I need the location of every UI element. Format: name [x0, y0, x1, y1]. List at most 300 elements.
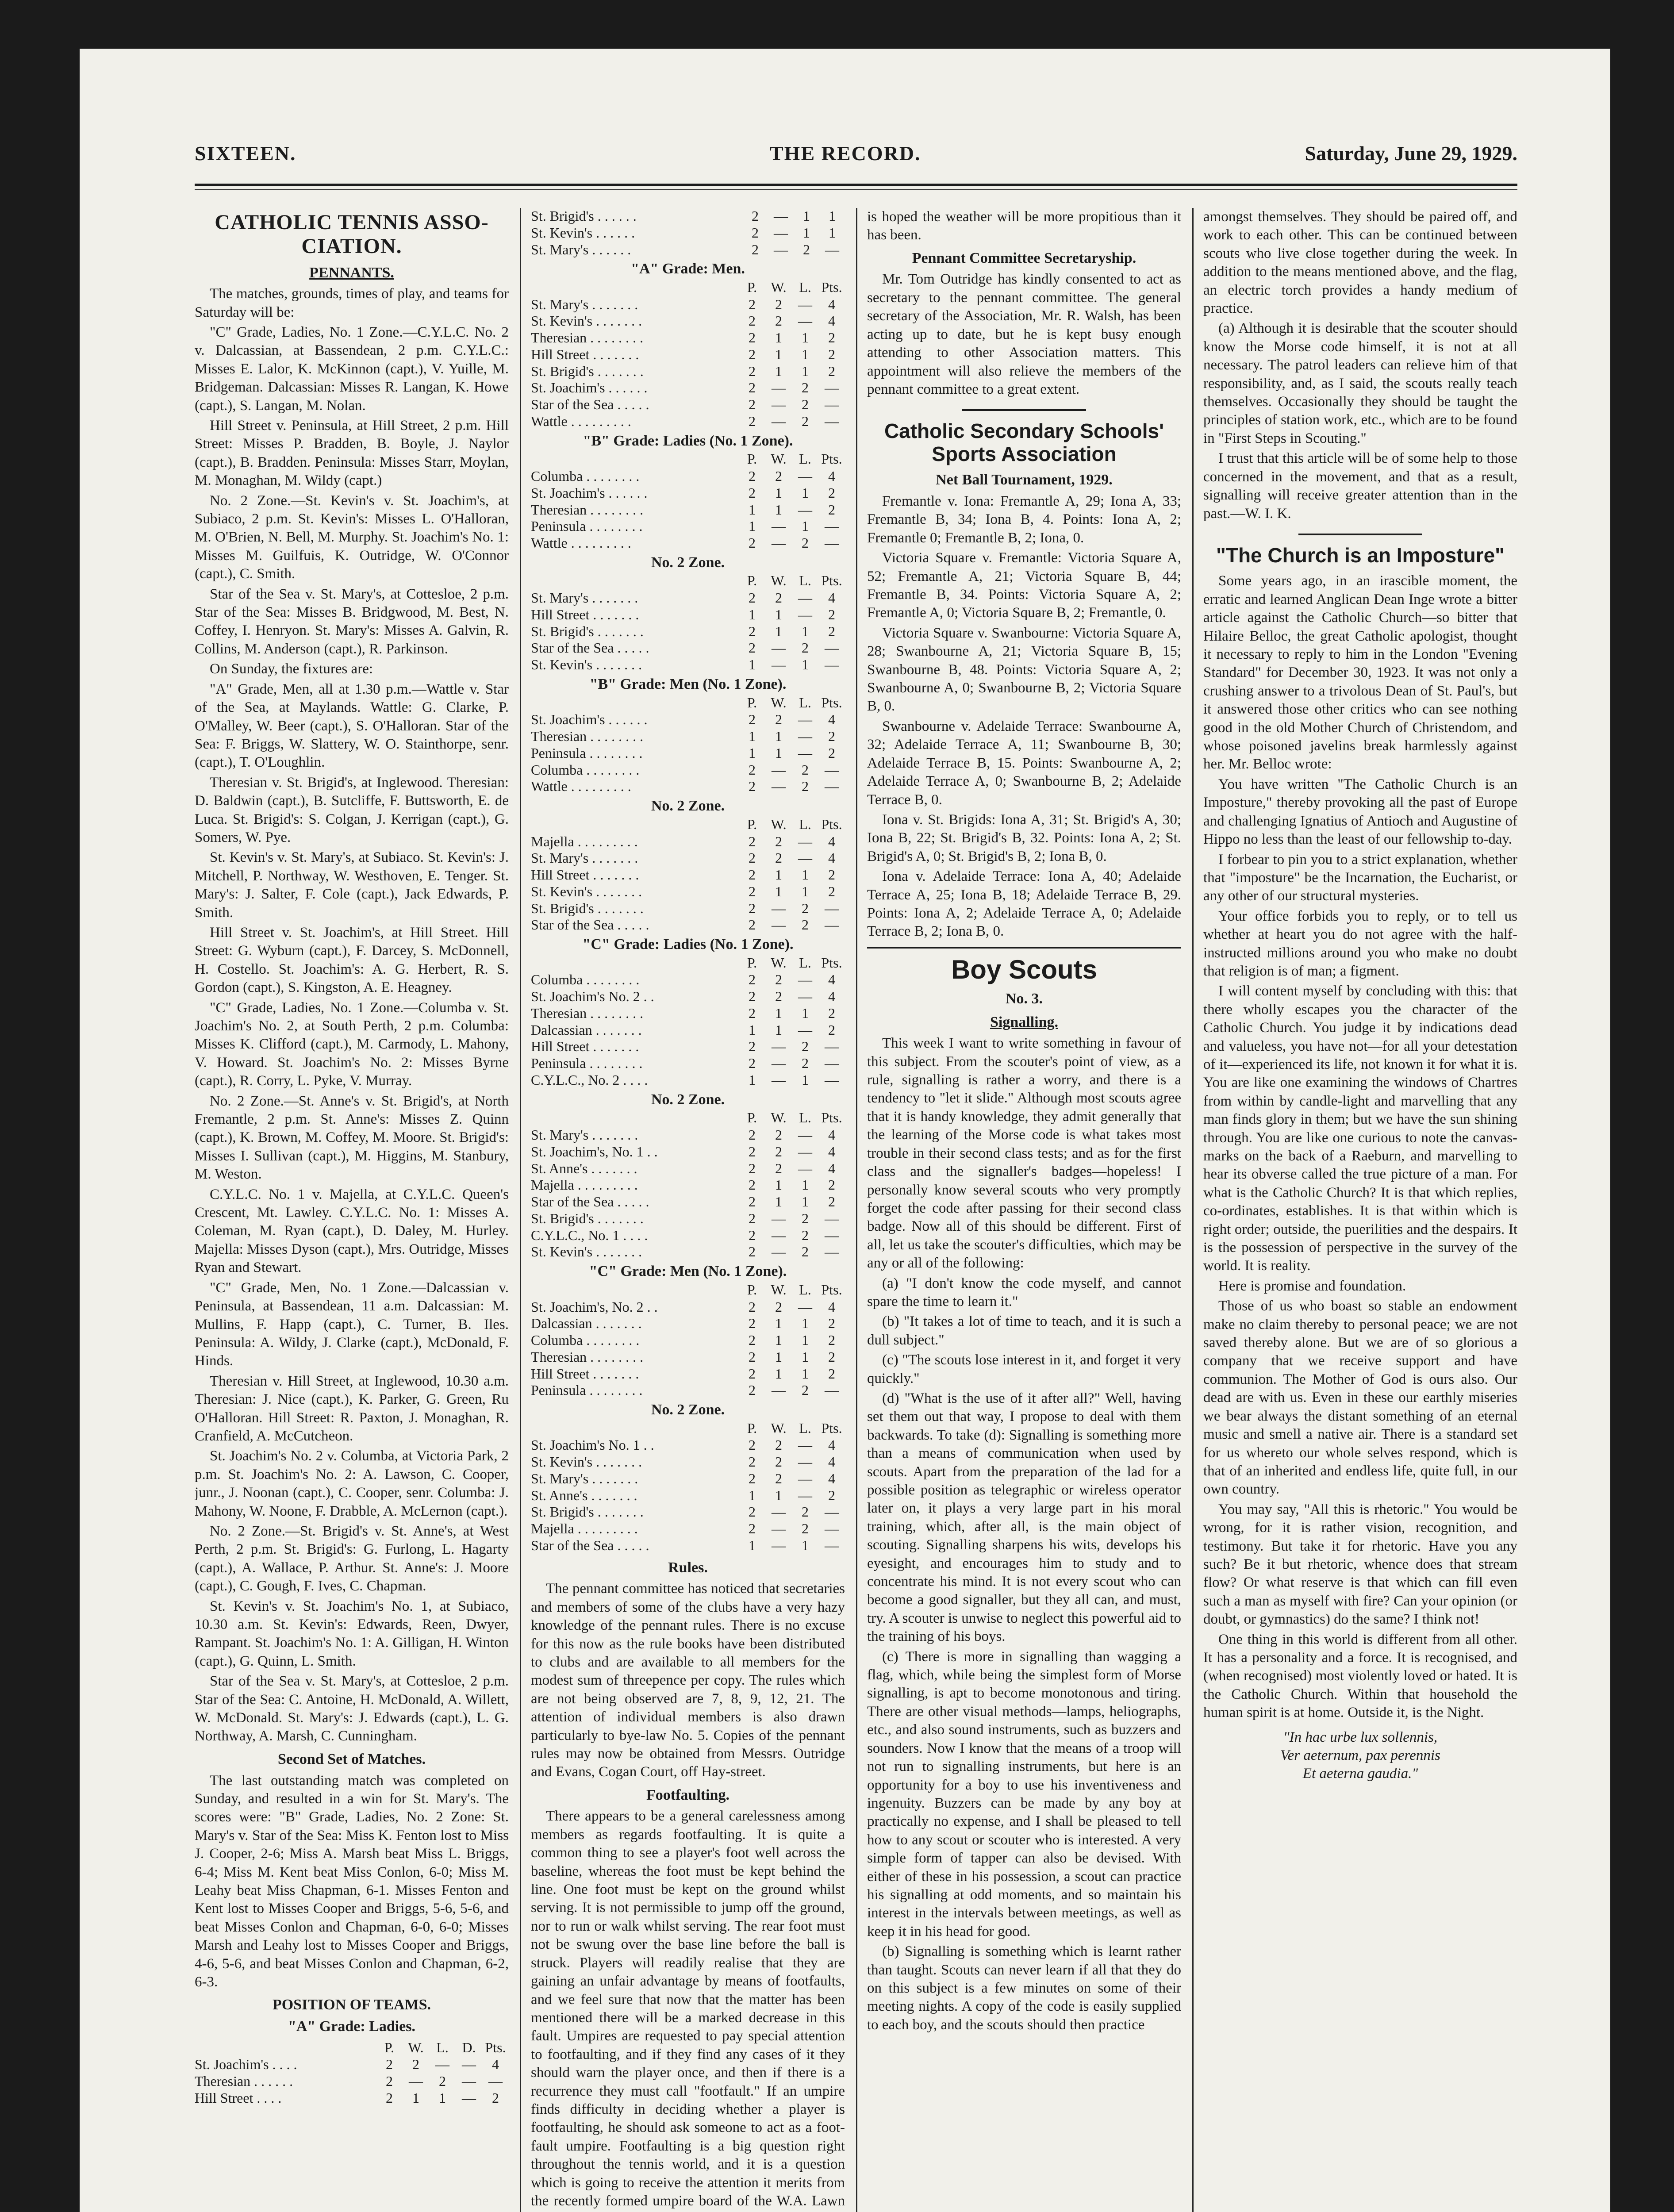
- stat-cell: 2: [828, 501, 835, 518]
- team-name-cell: Dalcassian . . . . . . .: [531, 1022, 642, 1038]
- stat-cell: 2: [775, 1160, 782, 1176]
- stat-cell: 2: [775, 711, 782, 728]
- column-header: L.: [799, 816, 811, 832]
- team-name-cell: Majella . . . . . . . . .: [531, 1177, 638, 1193]
- table-header: [531, 694, 845, 712]
- paragraph: Star of the Sea v. St. Mary's, at Cottesloe, 2 p.m. Star of the Sea: Misses B. Bridgwood, M. Best, N. Coffey, I. Henryon. St. Mary's: Misses A. Galvin, R. Collins, M. Anderson (capt.), R. Parkinson.: [195, 586, 509, 657]
- table-row: [531, 1504, 845, 1521]
- team-name-cell: Columba . . . . . . . .: [531, 468, 640, 484]
- team-name-cell: St. Brigid's . . . . . . .: [531, 623, 644, 639]
- stat-cell: 2: [802, 778, 809, 795]
- stat-cell: 2: [828, 1194, 835, 1210]
- stat-cell: —: [825, 1055, 839, 1071]
- stat-cell: 4: [828, 833, 835, 849]
- paragraph: St. Kevin's v. St. Mary's, at Subiaco. St. Kevin's: J. Mitchell, P. Northway, W. Westhoven, E. Tenger. St. Mary's: J. Salter, F. Cole (capt.), Jack Edwards, P. Smith.: [195, 849, 509, 921]
- stat-cell: 2: [775, 296, 782, 312]
- section-divider: [962, 409, 1086, 411]
- table-row: [531, 640, 845, 657]
- stat-cell: 2: [386, 2089, 393, 2106]
- column-header: L.: [799, 954, 811, 971]
- stat-cell: —: [798, 745, 812, 761]
- second-set-text: The last outstanding match was completed on Sunday, and resulted in a win for St. Mary's. The scores were: "B" Grade, Ladies, No. 2 Zone: St. Mary's v. Star of the Sea: Miss K. Fenton lost to Miss J. Cooper, 2-6; Miss A. Marsh beat Miss L. Briggs, 6-4; Miss M. Kent beat Miss Conlon, 6-0; Miss M. Leahy beat Miss Chapman, 6-1. Misses Fenton and Kent lost to Misses Cooper and Briggs, 5-6, 5-6, and beat Misses Conlon and Chapman, 6-0, 6-0; Misses Marsh and Leahy lost to Misses Cooper and Briggs, 4-6, 5-6, and beat Misses Conlon and Chapman, 6-2, 6-3.: [195, 1772, 509, 1990]
- table-row: [531, 1127, 845, 1144]
- stat-cell: —: [772, 640, 786, 656]
- stat-cell: 1: [775, 883, 782, 899]
- team-name-cell: St. Joachim's . . . . . .: [531, 711, 648, 728]
- stat-cell: 1: [775, 606, 782, 622]
- stat-cell: —: [798, 850, 812, 866]
- column-header: P.: [747, 572, 757, 589]
- team-name-cell: Hill Street . . . . . . .: [531, 346, 639, 362]
- stat-cell: —: [772, 1071, 786, 1088]
- stat-cell: 1: [802, 1177, 809, 1193]
- header-spacer: [531, 816, 739, 833]
- paragraph: The matches, grounds, times of play, and teams for Saturday will be:: [195, 286, 509, 320]
- column-header: W.: [771, 1110, 787, 1126]
- stat-cell: 2: [803, 241, 810, 257]
- stat-cell: 2: [828, 883, 835, 899]
- stat-cell: 4: [828, 972, 835, 988]
- team-name-cell: St. Joachim's No. 2 . .: [531, 988, 654, 1005]
- stat-cell: —: [772, 761, 786, 778]
- stat-cell: 2: [749, 468, 756, 484]
- header-spacer: [195, 2039, 376, 2057]
- stat-cell: 4: [828, 1298, 835, 1315]
- table-row: [531, 242, 845, 258]
- paragraph: Hill Street v. St. Joachim's, at Hill Street. Hill Street: G. Wyburn (capt.), F. Darcey, S. McDonnell, H. Costello. St. Joachim's: A. G. Herbert, R. S. Gordon (capt.), S. Kingston, A. E. Heagney.: [195, 924, 509, 996]
- stat-cell: 2: [749, 917, 756, 933]
- paper-title: THE RECORD.: [770, 142, 921, 165]
- stat-cell: —: [772, 900, 786, 916]
- column-divider: [1192, 208, 1194, 2212]
- team-name-cell: Majella . . . . . . . . .: [531, 833, 638, 849]
- stat-cell: 2: [749, 867, 756, 883]
- paragraph: You may say, "All this is rhetoric." You would be wrong, for it is rather vision, recognition, and testimony. But take it for rhetoric. Have you any such? Be it but rhetoric, whence does that stream flow? Or what reserve is that which can fill even such a man as myself with fire? Can your opinion (or doubt, or gymnastics) do the same? I think not!: [1203, 1501, 1517, 1628]
- stat-cell: 2: [749, 1521, 756, 1537]
- stat-cell: 2: [828, 484, 835, 501]
- netball-results: [867, 492, 1181, 941]
- team-name-cell: Star of the Sea . . . . .: [531, 396, 649, 413]
- paragraph: amongst themselves. They should be paired off, and work to each other. This can be continued between scouts who live close together during the week. In addition to the means mentioned above, and the flag, an electric torch provides a handy medium of practice.: [1203, 209, 1517, 317]
- stat-cell: 2: [802, 413, 809, 429]
- stat-cell: 1: [749, 518, 756, 534]
- team-name-cell: Theresian . . . . . . . .: [531, 1005, 644, 1021]
- standings-heading: No. 2 Zone.: [651, 1402, 725, 1418]
- stat-cell: 2: [749, 1454, 756, 1470]
- column-header: W.: [771, 1420, 787, 1436]
- stat-cell: 2: [828, 1332, 835, 1348]
- stat-cell: 2: [749, 296, 756, 312]
- stat-cell: 1: [802, 363, 809, 379]
- stat-cell: —: [825, 761, 839, 778]
- paragraph: Victoria Square v. Swanbourne: Victoria Square A, 28; Swanbourne A, 21; Victoria Square B, 15; Swanbourne B, 48. Points: Victoria Square A, 2; Swanbourne A, 0; Swanbourne B, 2; Victoria Square B, 0.: [867, 625, 1181, 714]
- stat-cell: 2: [749, 313, 756, 329]
- stat-cell: —: [772, 1038, 786, 1055]
- table-row: [531, 972, 845, 988]
- stat-cell: 2: [775, 850, 782, 866]
- sports-association-headline: Catholic Secondary Schools' Sports Association: [884, 419, 1164, 465]
- position-heading: POSITION OF TEAMS.: [272, 1997, 431, 2013]
- table-row: [531, 1537, 845, 1554]
- stat-cell: 2: [802, 396, 809, 413]
- table-row: [531, 1244, 845, 1260]
- stat-cell: —: [798, 1298, 812, 1315]
- table-row: [531, 1349, 845, 1366]
- table-row: [531, 225, 845, 242]
- paragraph: (d) "What is the use of it after all?" Well, having set them out that way, I propose to deal with them backwards. To take (d): Signalling is something more than a means of communication when used by scouts. Apart from the preparation of the lad for a possible position as telegraphic or wireless operator later on, it plays a very large part in his moral training, which, after all, is the main object of scouting. Signalling sharpens his wits, develops his eyesight, and encourages him to study and to concentrate his mind. It is not every scout who can become a good signaller, but they all can, and must, try. A scouter is unwise to neglect this powerful aid to the training of his boys.: [867, 1390, 1181, 1645]
- stat-cell: 2: [775, 1470, 782, 1486]
- header-spacer: [531, 694, 739, 712]
- team-name-cell: St. Joachim's, No. 1 . .: [531, 1143, 658, 1160]
- stat-cell: 1: [802, 1315, 809, 1332]
- stat-cell: 2: [828, 1365, 835, 1382]
- stat-cell: 1: [829, 208, 836, 224]
- standings-table: [531, 279, 845, 430]
- rules-heading: Rules.: [668, 1559, 708, 1576]
- column-header: P.: [747, 954, 757, 971]
- tennis-headline: CATHOLIC TENNIS ASSO-CIATION.: [215, 211, 489, 258]
- stat-cell: 2: [802, 1244, 809, 1260]
- stat-cell: —: [825, 778, 839, 795]
- paragraph: Star of the Sea v. St. Mary's, at Cottesloe, 2 p.m. Star of the Sea: C. Antoine, H. McDonald, A. Willett, W. McDonald. St. Mary's: J. Edwards (capt.), L. G. Northway, A. Marsh, C. Cunningham.: [195, 1673, 509, 1744]
- table-header: [195, 2039, 509, 2057]
- column-header: P.: [747, 816, 757, 832]
- team-name-cell: Theresian . . . . . . . .: [531, 728, 644, 745]
- header-spacer: [531, 1281, 739, 1299]
- stat-cell: 2: [828, 1348, 835, 1365]
- paragraph: Theresian v. St. Brigid's, at Inglewood. Theresian: D. Baldwin (capt.), B. Sutcliffe, F. Buttsworth, E. de Luca. St. Brigid's: S. Colgan, J. Kerrigan (capt.), G. Somers, W. Pye.: [195, 774, 509, 845]
- column-header: Pts.: [821, 572, 842, 589]
- stat-cell: 1: [439, 2089, 446, 2106]
- table-row: [531, 502, 845, 518]
- table-row: [531, 1144, 845, 1160]
- table-header: [531, 1281, 845, 1299]
- table-header: [531, 572, 845, 590]
- stat-cell: —: [798, 1022, 812, 1038]
- stat-cell: —: [825, 241, 839, 257]
- stat-cell: 1: [749, 657, 756, 673]
- standings-heading: No. 2 Zone.: [651, 1091, 725, 1108]
- stat-cell: —: [798, 972, 812, 988]
- team-name-cell: St. Mary's . . . . . . .: [531, 850, 638, 866]
- team-name-cell: Star of the Sea . . . . .: [531, 640, 649, 656]
- stat-cell: 2: [492, 2089, 499, 2106]
- column-header: W.: [771, 572, 787, 589]
- stat-cell: 2: [749, 711, 756, 728]
- boy-scouts-headline: Boy Scouts: [951, 954, 1098, 984]
- table-row: [531, 518, 845, 535]
- stat-cell: 2: [828, 1487, 835, 1503]
- stat-cell: 4: [828, 1437, 835, 1453]
- stat-cell: 1: [803, 224, 810, 241]
- column-header: W.: [771, 451, 787, 467]
- team-name-cell: Wattle . . . . . . . . .: [531, 778, 631, 795]
- table-row: [531, 1382, 845, 1399]
- table-row: [531, 1454, 845, 1471]
- stat-cell: —: [772, 396, 786, 413]
- table-row: [531, 1332, 845, 1349]
- team-name-cell: St. Kevin's . . . . . . .: [531, 313, 642, 329]
- paragraph: Hill Street v. Peninsula, at Hill Street, 2 p.m. Hill Street: Misses P. Bradden, B. Boyle, J. Naylor (capt.), B. Bradden. Peninsula: Misses Starr, Moylan, M. Monaghan, M. Wildy (capt.): [195, 418, 509, 489]
- stat-cell: 1: [775, 1177, 782, 1193]
- stat-cell: 1: [802, 1194, 809, 1210]
- table-row: [531, 296, 845, 313]
- table-row: [531, 745, 845, 762]
- latin-verse: [1203, 1728, 1517, 1783]
- section-divider: [1298, 534, 1422, 535]
- issue-date: Saturday, June 29, 1929.: [1305, 142, 1517, 165]
- paragraph: "C" Grade, Ladies, No. 1 Zone.—Columba v. St. Joachim's No. 2, at South Perth, 2 p.m. Columba: Misses K. Clifford (capt.), M. Carmody, L. Mahony, V. Howard. St. Joachim's No. 2: Misses Byrne (capt.), R. Corry, L. Pyke, V. Murray.: [195, 999, 509, 1089]
- stat-cell: 1: [802, 1365, 809, 1382]
- header-spacer: [531, 954, 739, 972]
- table-row: [531, 900, 845, 917]
- masthead: [195, 137, 1517, 177]
- stat-cell: 2: [749, 1143, 756, 1160]
- table-row: [531, 413, 845, 430]
- team-name-cell: Hill Street . . . . . . .: [531, 606, 639, 622]
- team-name-cell: Dalcassian . . . . . . .: [531, 1315, 642, 1332]
- stat-cell: —: [825, 1038, 839, 1055]
- stat-cell: 2: [828, 867, 835, 883]
- paragraph: I will content myself by concluding with this: that there wholly escapes you the character of the Catholic Church. You judge it by indications dead and valueless, you have not—for all your detestation of it—experienced its life, not known it for what it is. You are like one examining the windows of Chartres from within by candle-light and marvelling that any man finds glory in them; but we have the sun shining through. You are like one curious to note the canvas-marks on the back of a Raeburn, and marvelling to hear its obverse called the true picture of a man. For what is the Catholic Church? It is that which replies, co-ordinates, establishes. It is that within which is right order; outside, the puerilities and the despairs. It is the possession of perspective in the survey of the world. It is reality.: [1203, 983, 1517, 1274]
- team-name-cell: St. Kevin's . . . . . . .: [531, 657, 642, 673]
- column-header: L.: [799, 1281, 811, 1298]
- stat-cell: —: [825, 640, 839, 656]
- stat-cell: 1: [802, 1332, 809, 1348]
- stat-cell: 4: [828, 1127, 835, 1143]
- section-rule: [867, 947, 1181, 949]
- stat-cell: 2: [802, 1227, 809, 1243]
- stat-cell: 1: [775, 346, 782, 362]
- stat-cell: 2: [802, 535, 809, 551]
- standings-table: [531, 954, 845, 1089]
- stat-cell: 4: [828, 468, 835, 484]
- paragraph: On Sunday, the fixtures are:: [210, 661, 373, 677]
- stat-cell: —: [772, 518, 786, 534]
- stat-cell: 2: [828, 745, 835, 761]
- stat-cell: 1: [802, 330, 809, 346]
- team-name-cell: Hill Street . . . . . . .: [531, 867, 639, 883]
- stat-cell: 2: [749, 330, 756, 346]
- team-name-cell: St. Brigid's . . . . . . .: [531, 1504, 644, 1520]
- stat-cell: —: [825, 1537, 839, 1553]
- team-name-cell: Hill Street . . . . . . .: [531, 1038, 639, 1055]
- team-name-cell: St. Brigid's . . . . . . .: [531, 1210, 644, 1226]
- church-article: [1203, 572, 1517, 1722]
- table-row: [531, 607, 845, 623]
- column-header: W.: [771, 954, 787, 971]
- scouts-number: No. 3.: [1005, 990, 1043, 1007]
- stat-cell: —: [798, 1437, 812, 1453]
- team-name-cell: Peninsula . . . . . . . .: [531, 1382, 643, 1398]
- table-row: [195, 2073, 509, 2090]
- header-spacer: [531, 1420, 739, 1437]
- stat-cell: 2: [749, 778, 756, 795]
- stat-cell: 2: [749, 1127, 756, 1143]
- team-name-cell: St. Kevin's . . . . . . .: [531, 1244, 642, 1260]
- stat-cell: —: [772, 778, 786, 795]
- grade-a-ladies-heading: "A" Grade: Ladies.: [288, 2018, 416, 2035]
- table-row: [531, 1022, 845, 1039]
- column-divider: [856, 208, 857, 2212]
- stat-cell: —: [462, 2073, 476, 2089]
- stat-cell: —: [798, 313, 812, 329]
- stat-cell: 1: [802, 1348, 809, 1365]
- stat-cell: 1: [412, 2089, 419, 2106]
- stat-cell: —: [798, 1470, 812, 1486]
- paragraph: C.Y.L.C. No. 1 v. Majella, at C.Y.L.C. Queen's Crescent, Mt. Lawley. C.Y.L.C. No. 1: Misses A. Coleman, M. Ryan (capt.), D. Daley, M. Hurley. Majella: Misses Dyson (capt.), Mrs. Outridge, Misses Ryan and Stewart.: [195, 1186, 509, 1276]
- stat-cell: —: [825, 1071, 839, 1088]
- pennant-secretaryship-text: Mr. Tom Outridge has kindly consented to act as secretary to the pennant committee. The general secretary of the Association, Mr. R. Walsh, has been acting up to date, but he is kept busy enough attending to other Association matters. This appointment will also relieve the members of the pennant committee to a great extent.: [867, 271, 1181, 397]
- paragraph: (b) "It takes a lot of time to teach, and it is such a dull subject.": [867, 1313, 1181, 1348]
- paragraph: (a) "I don't know the code myself, and cannot spare the time to learn it.": [867, 1275, 1181, 1310]
- stat-cell: 2: [775, 833, 782, 849]
- stat-cell: 2: [828, 1177, 835, 1193]
- table-row: [531, 396, 845, 413]
- stat-cell: 2: [775, 590, 782, 606]
- team-name-cell: St. Brigid's . . . . . . .: [531, 363, 644, 379]
- table-row: [531, 988, 845, 1005]
- stat-cell: 4: [828, 1143, 835, 1160]
- stat-cell: 1: [802, 1071, 809, 1088]
- paragraph: (c) There is more in signalling than wagging a flag, which, while being the simplest form of Morse signalling, is apt to become monotonous and tiring. There are other visual methods—lamps, heliographs, etc., and also sound instruments, such as buzzers and sounders. Now I know that the means of a troop will not run to signalling instruments, but here is an opportunity for a boy to use his inventiveness and ingenuity. Buzzers can be made by any boy at practically no expense, and I shall be pleased to tell how to any scout or scouter who is interested. A very simple form of tapper can also be devised. With either of these in his possession, a scout can practice his signalling at odd moments, and so maintain his interest in the intervals between meetings, as well as keep it in his head for good.: [867, 1648, 1181, 1939]
- column-header: P.: [384, 2039, 395, 2055]
- table-row: [531, 1177, 845, 1194]
- column-header: Pts.: [821, 816, 842, 832]
- stat-cell: 2: [775, 988, 782, 1005]
- table-row: [531, 833, 845, 850]
- stat-cell: —: [798, 1127, 812, 1143]
- column-3: [867, 208, 1181, 2212]
- table-row: [531, 623, 845, 640]
- masthead-rule-thin: [195, 189, 1517, 190]
- stat-cell: 2: [749, 1365, 756, 1382]
- stat-cell: —: [825, 1244, 839, 1260]
- stat-cell: 2: [775, 1143, 782, 1160]
- stat-cell: —: [774, 224, 788, 241]
- table-row: [531, 208, 845, 225]
- stat-cell: —: [798, 501, 812, 518]
- paragraph: "C" Grade, Men, No. 1 Zone.—Dalcassian v. Peninsula, at Bassendean, 11 a.m. Dalcassian: M. Mullins, F. Happ (capt.), C. Turner, B. Iles. Peninsula: A. Wildy, J. Clarke (capt.), McDonald, F. Hinds.: [195, 1279, 509, 1369]
- paragraph: This week I want to write something in favour of this subject. From the scouter's point of view, as a rule, signalling is rather a worry, and there is a tendency to "let it slide." Although most scouts agree that it is handy knowledge, they admit generally that the learning of the Morse code is what takes most trouble in their second class tests; and as for the first class and the signaller's badges—hopeless! I personally know several scouts who very promptly forget the code after passing for their second class badge. Now all of this should be different. First of all, let us take the scouter's difficulties, which may be any or all of the following:: [867, 1035, 1181, 1271]
- stat-cell: 1: [749, 1537, 756, 1553]
- stat-cell: 2: [749, 1038, 756, 1055]
- standings-tables: [531, 260, 845, 1554]
- table-row: [531, 1366, 845, 1382]
- stat-cell: 2: [749, 380, 756, 396]
- stat-cell: 1: [775, 330, 782, 346]
- stat-cell: 2: [828, 330, 835, 346]
- signalling-heading: Signalling.: [990, 1014, 1058, 1030]
- stat-cell: 2: [828, 363, 835, 379]
- table-row: [531, 850, 845, 867]
- table-row: [531, 1471, 845, 1487]
- stat-cell: 2: [828, 1022, 835, 1038]
- stat-cell: 1: [802, 867, 809, 883]
- stat-cell: 2: [775, 1454, 782, 1470]
- stat-cell: —: [798, 296, 812, 312]
- grade-a-ladies-table: [195, 2039, 509, 2107]
- team-name-cell: Star of the Sea . . . . .: [531, 1194, 649, 1210]
- team-name-cell: Theresian . . . . . . . .: [531, 501, 644, 518]
- team-name-cell: Theresian . . . . . .: [195, 2073, 293, 2089]
- column-header: W.: [771, 1281, 787, 1298]
- team-name-cell: Peninsula . . . . . . . .: [531, 1055, 643, 1071]
- stat-cell: —: [772, 657, 786, 673]
- stat-cell: —: [772, 917, 786, 933]
- column-header: L.: [436, 2039, 449, 2055]
- stat-cell: 1: [775, 1005, 782, 1021]
- table-row: [531, 1005, 845, 1022]
- standings-table: [531, 694, 845, 795]
- stat-cell: —: [435, 2056, 449, 2073]
- stat-cell: —: [825, 657, 839, 673]
- column-1: [195, 208, 509, 2212]
- table-row: [531, 313, 845, 330]
- stat-cell: 2: [749, 833, 756, 849]
- stat-cell: 2: [749, 1160, 756, 1176]
- stat-cell: 2: [749, 1470, 756, 1486]
- paragraph: No. 2 Zone.—St. Kevin's v. St. Joachim's, at Subiaco, 2 p.m. St. Kevin's: Misses L. O'Halloran, M. O'Brien, N. Bell, M. Murphy. St. Joachim's No. 1: Misses M. Guilfuis, K. Outridge, W. O'Connor (capt.), C. Smith.: [195, 492, 509, 582]
- stat-cell: 2: [749, 363, 756, 379]
- team-name-cell: St. Brigid's . . . . . . .: [531, 900, 644, 916]
- stat-cell: 1: [802, 346, 809, 362]
- standings-heading: No. 2 Zone.: [651, 554, 725, 571]
- table-row: [531, 1521, 845, 1537]
- stat-cell: 2: [749, 1194, 756, 1210]
- pennants-heading: PENNANTS.: [309, 264, 394, 281]
- rules-text: The pennant committee has noticed that secretaries and members of some of the clubs have a very hazy knowledge of the pennant rules. There is no excuse for this now as the rule books have been distributed to clubs and are available to all members for the modest sum of threepence per copy. The rules which are not being observed are 7, 8, 9, 12, 21. The attention of individual members is also drawn particularly to bye-law No. 5. Copies of the pennant rules may now be obtained from Messrs. Outridge and Evans, Cogan Court, off Hay-street.: [531, 1581, 845, 1780]
- team-name-cell: St. Anne's . . . . . . .: [531, 1487, 637, 1503]
- stat-cell: 2: [749, 1005, 756, 1021]
- stat-cell: 1: [802, 1537, 809, 1553]
- stat-cell: 2: [749, 1227, 756, 1243]
- table-row: [531, 762, 845, 779]
- stat-cell: —: [462, 2056, 476, 2073]
- stat-cell: 2: [749, 413, 756, 429]
- stat-cell: 2: [828, 346, 835, 362]
- paragraph: Swanbourne v. Adelaide Terrace: Swanbourne A, 32; Adelaide Terrace A, 11; Swanbourne B, 30; Adelaide Terrace B, 15. Points: Swanbourne A, 2; Adelaide Terrace A, 0; Swanbourne B, 2; Adelaide Terrace B, 0.: [867, 718, 1181, 808]
- column-header: L.: [799, 451, 811, 467]
- team-name-cell: St. Joachim's . . . . . .: [531, 484, 648, 501]
- stat-cell: 2: [775, 1127, 782, 1143]
- stat-cell: —: [488, 2073, 503, 2089]
- stat-cell: 2: [439, 2073, 446, 2089]
- pennant-secretaryship-heading: Pennant Committee Secretaryship.: [912, 250, 1136, 266]
- stat-cell: 4: [828, 711, 835, 728]
- stat-cell: 2: [749, 640, 756, 656]
- team-name-cell: Star of the Sea . . . . .: [531, 1537, 649, 1553]
- table-row: [531, 485, 845, 502]
- stat-cell: —: [798, 1143, 812, 1160]
- column-header: Pts.: [821, 1110, 842, 1126]
- team-name-cell: St. Kevin's . . . . . . .: [531, 1454, 642, 1470]
- stat-cell: —: [825, 518, 839, 534]
- paragraph: St. Kevin's v. St. Joachim's No. 1, at Subiaco, 10.30 a.m. St. Kevin's: Edwards, Reen, Dwyer, Rampant. St. Joachim's No. 1: A. Gilligan, H. Winton (capt.), G. Quinn, L. Smith.: [195, 1598, 509, 1669]
- stat-cell: —: [772, 413, 786, 429]
- stat-cell: 2: [802, 640, 809, 656]
- team-name-cell: Columba . . . . . . . .: [531, 1332, 640, 1348]
- paragraph: "A" Grade, Men, all at 1.30 p.m.—Wattle v. Star of the Sea, at Maylands. Wattle: G. Clarke, P. O'Malley, W. Beer (capt.), S. O'Halloran. Star of the Sea: F. Briggs, W. Slattery, W. O. Stainthorpe, senr. (capt.), T. O'Loughlin.: [195, 681, 509, 771]
- table-header: [531, 816, 845, 833]
- stat-cell: —: [798, 590, 812, 606]
- stat-cell: 2: [828, 1315, 835, 1332]
- stat-cell: 2: [775, 1298, 782, 1315]
- stat-cell: —: [772, 1521, 786, 1537]
- paragraph: (c) "The scouts lose interest in it, and forget it very quickly.": [867, 1352, 1181, 1386]
- column-header: P.: [747, 451, 757, 467]
- team-name-cell: St. Joachim's . . . .: [195, 2056, 297, 2073]
